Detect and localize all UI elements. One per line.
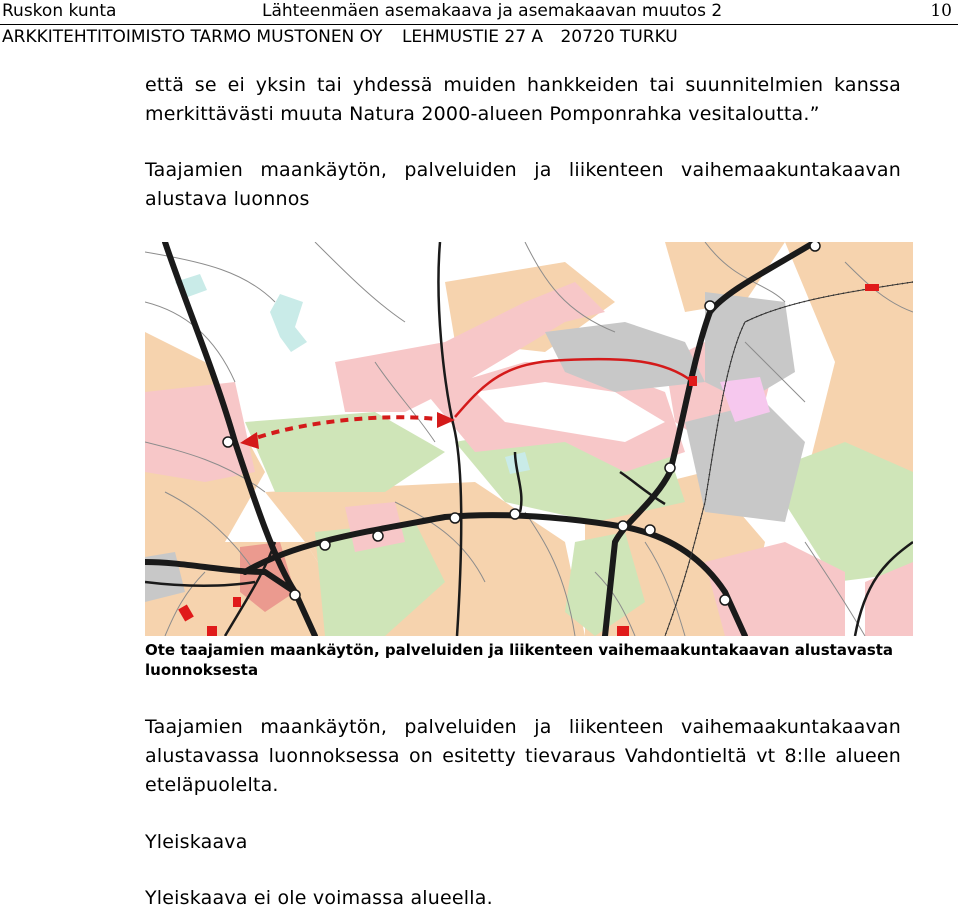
quote-paragraph [145, 71, 901, 129]
section-heading-line-1: Taajamien maankäytön, palveluiden ja liikenteen vaihemaakuntakaavan [145, 159, 901, 181]
header-plan-title: Lähteenmäen asemakaava ja asemakaavan muutos 2 [262, 1, 723, 21]
yleiskaava-heading: Yleiskaava [145, 831, 248, 853]
body-paragraph: Taajamien maankäytön, palveluiden ja liikenteen vaihemaakuntakaavan alustavassa luonnoksessa on esitetty tievaraus Vahdontieltä vt 8:lle alueen eteläpuolelta. [145, 716, 901, 796]
green-area [245, 412, 445, 492]
quote-line-1: että se ei yksin tai yhdessä muiden hankkeiden tai suunnitelmien kanssa [145, 74, 901, 96]
header-municipality: Ruskon kunta [2, 1, 117, 21]
section-heading-line-2: alustava luonnos [145, 188, 310, 210]
water-area [270, 294, 307, 352]
header-address: LEHMUSTIE 27 A [401, 27, 544, 47]
header-office: ARKKITEHTITOIMISTO TARMO MUSTONEN OY [2, 27, 383, 47]
reservation-marker [617, 626, 629, 636]
header-postal: 20720 TURKU [560, 27, 678, 47]
reservation-marker [207, 626, 217, 636]
header-divider [0, 24, 958, 25]
reservation-marker [865, 284, 879, 291]
header-office-line [2, 27, 678, 47]
urban-area [145, 382, 255, 482]
quote-line-2: merkittävästi muuta Natura 2000-alueen Pomponrahka vesitaloutta.” [145, 103, 820, 125]
figure-caption: Ote taajamien maankäytön, palveluiden ja liikenteen vaihemaakuntakaavan alustavasta luonnoksesta [145, 641, 894, 679]
map-excerpt [145, 242, 913, 636]
section-heading [145, 156, 901, 214]
reservation-marker [233, 597, 241, 607]
header-page-number: 10 [930, 1, 952, 21]
reservation-marker [689, 376, 697, 386]
map-graphic [145, 242, 913, 636]
yleiskaava-text: Yleiskaava ei ole voimassa alueella. [145, 887, 493, 909]
